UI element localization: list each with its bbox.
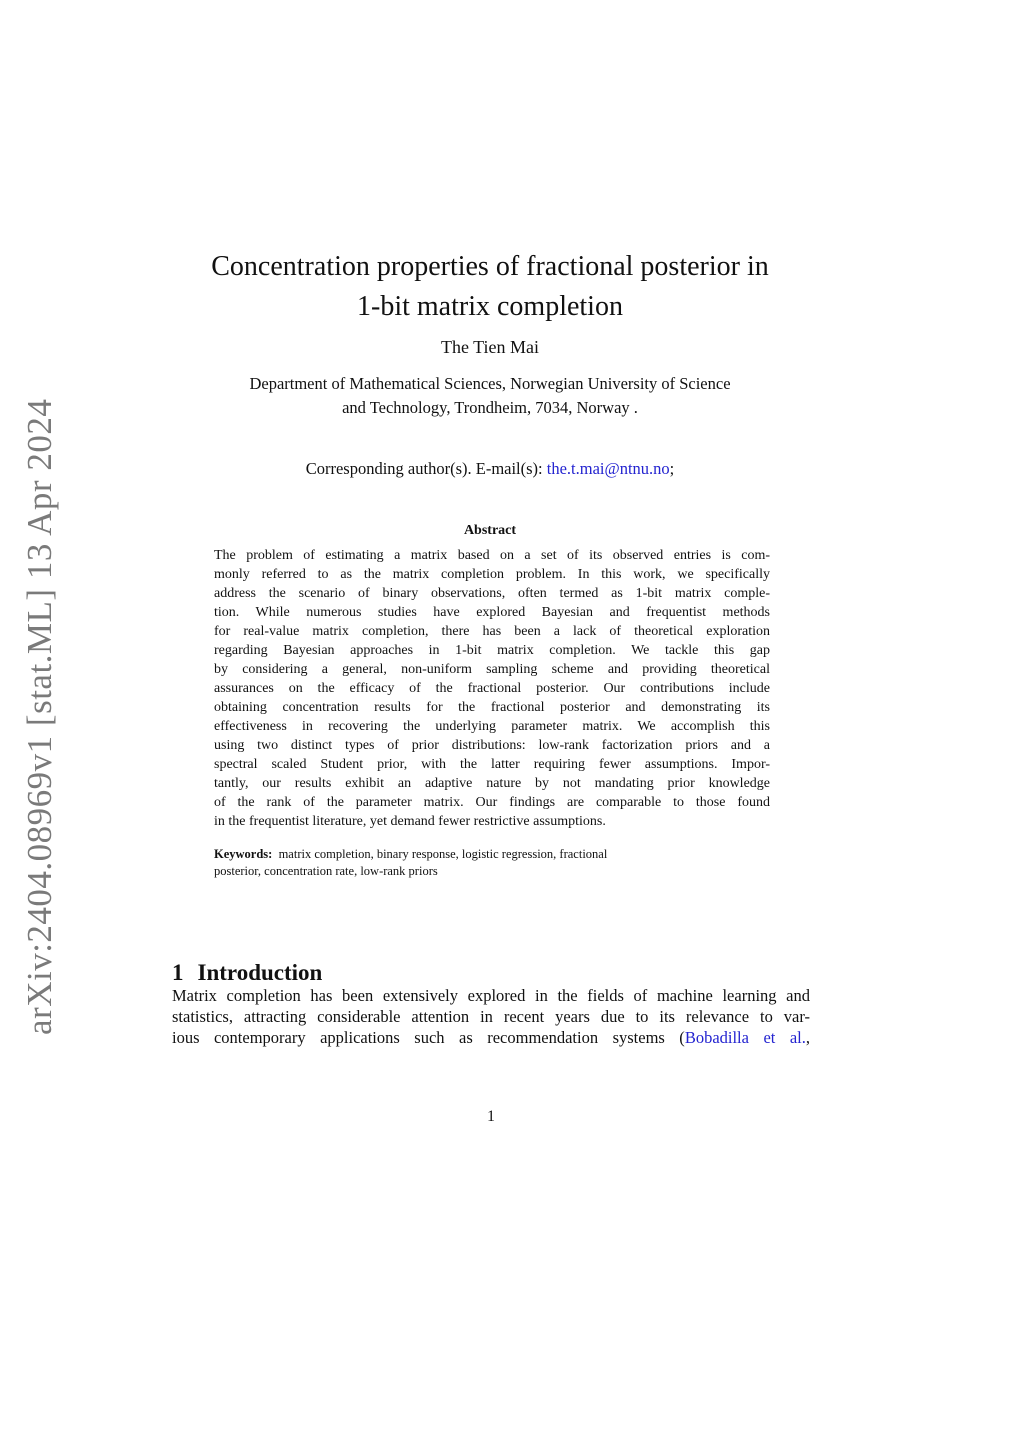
email-link[interactable]: the.t.mai@ntnu.no	[546, 459, 670, 478]
intro-line-3-suffix: ,	[805, 1028, 810, 1047]
citation-link-bobadilla[interactable]: Bobadilla et al.	[684, 1028, 806, 1047]
intro-line-3	[172, 1027, 810, 1048]
abstract-line: using two distinct types of prior distributions: low-rank factorization priors and a	[214, 738, 770, 753]
affiliation-line-1: Department of Mathematical Sciences, Norwegian University of Science	[249, 374, 731, 393]
abstract-body	[214, 546, 770, 831]
keywords-text-1: matrix completion, binary response, logistic regression, fractional	[278, 847, 608, 861]
title-line-1: Concentration properties of fractional posterior in	[211, 250, 769, 282]
abstract-line: for real-value matrix completion, there has been a lack of theoretical exploration	[214, 624, 770, 639]
abstract-heading: Abstract	[463, 523, 517, 538]
correspondence-line	[170, 459, 810, 479]
abstract-line: effectiveness in recovering the underlying parameter matrix. We accomplish this	[214, 719, 770, 734]
section-number: 1	[172, 960, 184, 986]
abstract-line: tion. While numerous studies have explored Bayesian and frequentist methods	[214, 605, 770, 620]
abstract-line: address the scenario of binary observations, often termed as 1-bit matrix comple-	[214, 586, 770, 601]
author-name: The Tien Mai	[440, 337, 539, 357]
affiliation-line-2: and Technology, Trondheim, 7034, Norway .	[342, 398, 638, 417]
intro-line-2: statistics, attracting considerable attention in recent years due to its relevance to var-	[172, 1007, 810, 1026]
abstract-line: obtaining concentration results for the fractional posterior and demonstrating its	[214, 700, 770, 715]
keywords-label: Keywords:	[214, 847, 273, 861]
intro-line-3-text: ious contemporary applications such as recommendation systems (	[172, 1028, 685, 1047]
intro-line-1: Matrix completion has been extensively explored in the fields of machine learning and	[172, 986, 810, 1005]
section-title: Introduction	[197, 960, 323, 986]
abstract-line: monly referred to as the matrix completion problem. In this work, we specifically	[214, 567, 770, 582]
keywords-block	[214, 846, 770, 880]
abstract-line: The problem of estimating a matrix based on a set of its observed entries is com-	[214, 548, 770, 563]
keywords-line-1	[214, 846, 770, 863]
page-number: 1	[487, 1108, 495, 1125]
abstract-line: tantly, our results exhibit an adaptive nature by not mandating prior knowledge	[214, 776, 770, 791]
abstract-line: assurances on the efficacy of the fractional posterior. Our contributions include	[214, 681, 770, 696]
title-line-2: 1-bit matrix completion	[357, 290, 623, 322]
section-heading-introduction	[172, 960, 322, 986]
abstract-line: regarding Bayesian approaches in 1-bit matrix completion. We tackle this gap	[214, 643, 770, 658]
correspondence-prefix: Corresponding author(s). E-mail(s):	[305, 459, 547, 478]
abstract-line: spectral scaled Student prior, with the latter requiring fewer assumptions. Impor-	[214, 757, 770, 772]
paper-title	[170, 247, 810, 327]
arxiv-identifier-stamp: arXiv:2404.08969v1 [stat.ML] 13 Apr 2024	[20, 398, 59, 1035]
author-affiliation	[170, 372, 810, 420]
abstract-line: by considering a general, non-uniform sampling scheme and providing theoretical	[214, 662, 770, 677]
abstract-line: of the rank of the parameter matrix. Our findings are comparable to those found	[214, 795, 770, 810]
abstract-line: in the frequentist literature, yet demand fewer restrictive assumptions.	[214, 814, 606, 829]
correspondence-suffix: ;	[669, 459, 675, 478]
introduction-paragraph	[172, 985, 810, 1048]
keywords-line-2: posterior, concentration rate, low-rank priors	[214, 864, 438, 878]
